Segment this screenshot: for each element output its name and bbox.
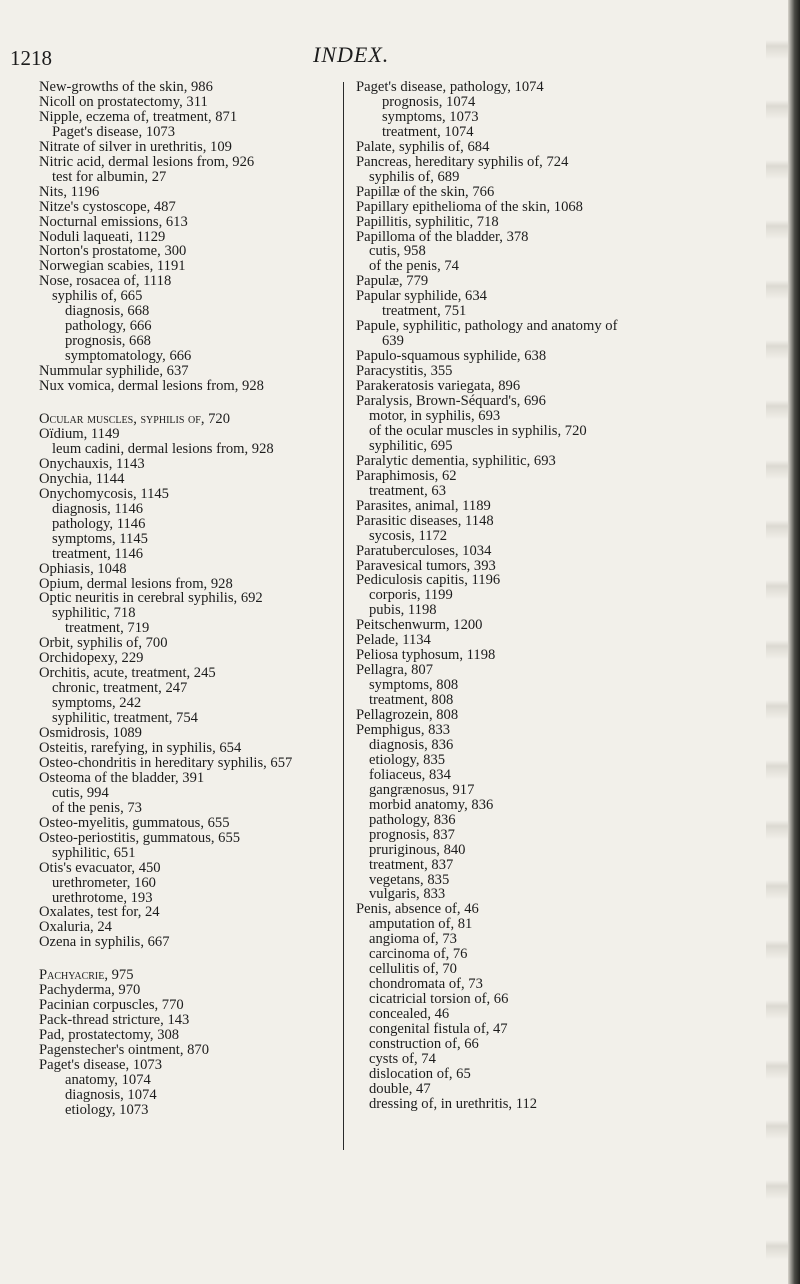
index-entry: Pacinian corpuscles, 770 (39, 997, 184, 1014)
index-entry: Paratuberculoses, 1034 (356, 542, 492, 559)
index-entry: Nitrate of silver in urethritis, 109 (39, 138, 232, 155)
index-entry: Orbit, syphilis of, 700 (39, 635, 168, 652)
index-subentry: urethrotome, 193 (52, 889, 153, 906)
index-entry: Pancreas, hereditary syphilis of, 724 (356, 153, 569, 170)
index-entry: Pellagra, 807 (356, 662, 434, 679)
index-subentry: motor, in syphilis, 693 (369, 407, 501, 424)
index-subentry: cutis, 994 (52, 784, 109, 801)
index-subentry: pubis, 1198 (369, 602, 437, 619)
index-entry: Opium, dermal lesions from, 928 (39, 575, 233, 592)
index-subentry: symptoms, 242 (52, 695, 142, 712)
index-entry: Paravesical tumors, 393 (356, 557, 496, 574)
index-subentry: treatment, 1146 (52, 545, 144, 562)
index-subentry: pathology, 836 (369, 811, 456, 828)
index-entry: Norton's prostatome, 300 (39, 243, 187, 260)
running-head: INDEX. (313, 42, 390, 67)
index-entry: Pelade, 1134 (356, 632, 431, 649)
index-entry: Ocular muscles, syphilis of, 720 (39, 411, 231, 428)
index-entry: Nicoll on prostatectomy, 311 (39, 93, 208, 110)
index-subentry: treatment, 751 (382, 303, 467, 320)
index-subentry: prognosis, 668 (65, 333, 151, 350)
index-entry: Palate, syphilis of, 684 (356, 138, 490, 155)
index-entry: Optic neuritis in cerebral syphilis, 692 (39, 590, 263, 607)
index-entry: Paget's disease, 1073 (39, 1057, 163, 1074)
index-subentry: prognosis, 837 (369, 826, 455, 843)
index-subentry: diagnosis, 1146 (52, 500, 144, 517)
index-subentry: anatomy, 1074 (65, 1072, 151, 1088)
index-subentry: congenital fistula of, 47 (369, 1021, 508, 1038)
index-subentry: cellulitis of, 70 (369, 961, 457, 978)
section-gap (39, 950, 339, 968)
index-subentry: dislocation of, 65 (369, 1065, 471, 1082)
index-entry: Papular syphilide, 634 (356, 288, 487, 305)
index-subentry: of the penis, 73 (52, 799, 142, 816)
index-subentry: pathology, 1146 (52, 515, 146, 532)
index-entry: Pachyacrie, 975 (39, 967, 134, 984)
index-subentry: symptoms, 1073 (382, 108, 479, 125)
index-subentry: Paget's disease, 1073 (52, 123, 176, 140)
index-entry: Oïdium, 1149 (39, 425, 120, 442)
index-entry: Nose, rosacea of, 1118 (39, 273, 172, 290)
index-subentry: sycosis, 1172 (369, 527, 448, 544)
index-subentry: diagnosis, 668 (65, 303, 150, 320)
index-entry: Paracystitis, 355 (356, 363, 453, 380)
index-subentry: double, 47 (369, 1080, 431, 1097)
index-subentry: symptomatology, 666 (65, 348, 192, 365)
index-subentry: amputation of, 81 (369, 916, 473, 933)
index-subentry: syphilitic, treatment, 754 (52, 710, 198, 727)
index-subentry: gangrænosus, 917 (369, 781, 475, 798)
index-subentry: diagnosis, 1074 (65, 1086, 157, 1103)
index-entry: Nummular syphilide, 637 (39, 363, 189, 380)
index-subentry: vulgaris, 833 (369, 886, 446, 903)
index-entry: Pagenstecher's ointment, 870 (39, 1042, 210, 1059)
index-entry: Parakeratosis variegata, 896 (356, 378, 521, 395)
index-subentry: syphilitic, 651 (52, 844, 136, 861)
index-subentry: symptoms, 1145 (52, 530, 148, 547)
index-subentry: prognosis, 1074 (382, 93, 476, 110)
index-entry: Nits, 1196 (39, 183, 100, 200)
index-entry: Paraphimosis, 62 (356, 467, 457, 484)
index-column-right (356, 80, 761, 1112)
index-subentry: etiology, 835 (369, 751, 446, 768)
index-entry: Noduli laqueati, 1129 (39, 228, 166, 245)
index-entry: Oxalates, test for, 24 (39, 904, 160, 921)
index-subentry: leum cadini, dermal lesions from, 928 (52, 440, 274, 457)
index-entry: Paget's disease, pathology, 1074 (356, 79, 544, 95)
index-subentry: concealed, 46 (369, 1006, 450, 1023)
index-entry: Papilloma of the bladder, 378 (356, 228, 529, 245)
index-entry: Pediculosis capitis, 1196 (356, 572, 501, 589)
index-entry: Papillæ of the skin, 766 (356, 183, 495, 200)
index-entry: Paralytic dementia, syphilitic, 693 (356, 452, 556, 469)
index-entry: Onychomycosis, 1145 (39, 485, 169, 502)
column-divider (343, 82, 344, 1150)
index-entry: Peitschenwurm, 1200 (356, 617, 483, 634)
index-subentry: pathology, 666 (65, 318, 152, 335)
index-subentry: carcinoma of, 76 (369, 946, 468, 963)
index-subentry: treatment, 719 (65, 620, 150, 637)
index-entry: Nux vomica, dermal lesions from, 928 (39, 378, 264, 395)
index-subentry: cicatricial torsion of, 66 (369, 991, 509, 1008)
index-subentry: treatment, 808 (369, 692, 454, 709)
page-edge-shadow (766, 0, 788, 1284)
index-subentry: of the ocular muscles in syphilis, 720 (369, 422, 587, 439)
index-entry: Norwegian scabies, 1191 (39, 258, 186, 275)
index-entry: Onychia, 1144 (39, 470, 125, 487)
index-entry: Parasites, animal, 1189 (356, 497, 491, 514)
index-entry: Papule, syphilitic, pathology and anatomy of (356, 318, 618, 335)
index-subentry: urethrometer, 160 (52, 874, 156, 891)
index-subentry: cysts of, 74 (369, 1050, 436, 1067)
index-entry: Osteo-myelitis, gummatous, 655 (39, 814, 230, 831)
index-subentry: pruriginous, 840 (369, 841, 466, 858)
index-entry: Otis's evacuator, 450 (39, 859, 161, 876)
index-subentry: treatment, 837 (369, 856, 454, 873)
index-subentry: diagnosis, 836 (369, 736, 454, 753)
index-entry: Nipple, eczema of, treatment, 871 (39, 108, 238, 125)
index-entry: Osteo-periostitis, gummatous, 655 (39, 829, 241, 846)
index-entry: Papillary epithelioma of the skin, 1068 (356, 198, 583, 215)
page-number: 1218 (10, 46, 52, 70)
index-entry: Osteoma of the bladder, 391 (39, 769, 205, 786)
index-subentry: corporis, 1199 (369, 587, 453, 604)
index-entry: Osmidrosis, 1089 (39, 725, 142, 742)
index-subentry: syphilis of, 689 (369, 168, 460, 185)
index-entry: Papulæ, 779 (356, 273, 429, 290)
index-subentry: treatment, 63 (369, 482, 446, 499)
index-entry: New-growths of the skin, 986 (39, 79, 213, 95)
index-subentry: angioma of, 73 (369, 931, 457, 948)
index-subentry: syphilitic, 718 (52, 605, 136, 622)
index-entry: Osteitis, rarefying, in syphilis, 654 (39, 739, 242, 756)
index-subentry: construction of, 66 (369, 1036, 479, 1052)
index-entry: Orchidopexy, 229 (39, 650, 144, 667)
index-entry: Pellagrozein, 808 (356, 707, 459, 724)
index-subentry: etiology, 1073 (65, 1101, 149, 1118)
index-subentry: morbid anatomy, 836 (369, 796, 494, 813)
section-gap (39, 394, 339, 412)
index-subentry: foliaceus, 834 (369, 766, 451, 783)
index-subentry: test for albumin, 27 (52, 168, 167, 185)
index-entry: Pachyderma, 970 (39, 982, 141, 999)
index-entry: Pad, prostatectomy, 308 (39, 1027, 180, 1044)
index-entry: Paralysis, Brown-Séquard's, 696 (356, 393, 546, 410)
index-entry: Onychauxis, 1143 (39, 455, 145, 472)
index-entry: Osteo-chondritis in hereditary syphilis, 657 (39, 754, 293, 771)
index-entry: Papulo-squamous syphilide, 638 (356, 348, 547, 365)
index-entry: Peliosa typhosum, 1198 (356, 647, 496, 664)
index-subentry: chondromata of, 73 (369, 976, 483, 993)
index-subentry: cutis, 958 (369, 243, 426, 260)
index-entry: Nitric acid, dermal lesions from, 926 (39, 153, 255, 170)
index-subentry: symptoms, 808 (369, 677, 459, 694)
index-subentry: syphilis of, 665 (52, 288, 143, 305)
index-column-left (39, 80, 339, 1118)
index-entry: Penis, absence of, 46 (356, 901, 479, 918)
index-entry: Nitze's cystoscope, 487 (39, 198, 176, 215)
index-entry: Orchitis, acute, treatment, 245 (39, 665, 216, 682)
index-subentry: of the penis, 74 (369, 258, 459, 275)
index-entry: Oxaluria, 24 (39, 919, 112, 936)
index-entry: Pemphigus, 833 (356, 721, 451, 738)
index-entry: Ophiasis, 1048 (39, 560, 127, 577)
index-subentry: treatment, 1074 (382, 123, 474, 140)
index-entry: Parasitic diseases, 1148 (356, 512, 494, 529)
index-subentry: dressing of, in urethritis, 112 (369, 1095, 538, 1112)
index-entry: Ozena in syphilis, 667 (39, 934, 170, 951)
index-subentry: 639 (382, 333, 404, 350)
book-edge (788, 0, 800, 1284)
index-subentry: vegetans, 835 (369, 871, 450, 888)
index-entry: Pack-thread stricture, 143 (39, 1012, 190, 1029)
index-subentry: chronic, treatment, 247 (52, 680, 188, 697)
index-subentry: syphilitic, 695 (369, 437, 453, 454)
index-entry: Papillitis, syphilitic, 718 (356, 213, 499, 230)
index-entry: Nocturnal emissions, 613 (39, 213, 188, 230)
